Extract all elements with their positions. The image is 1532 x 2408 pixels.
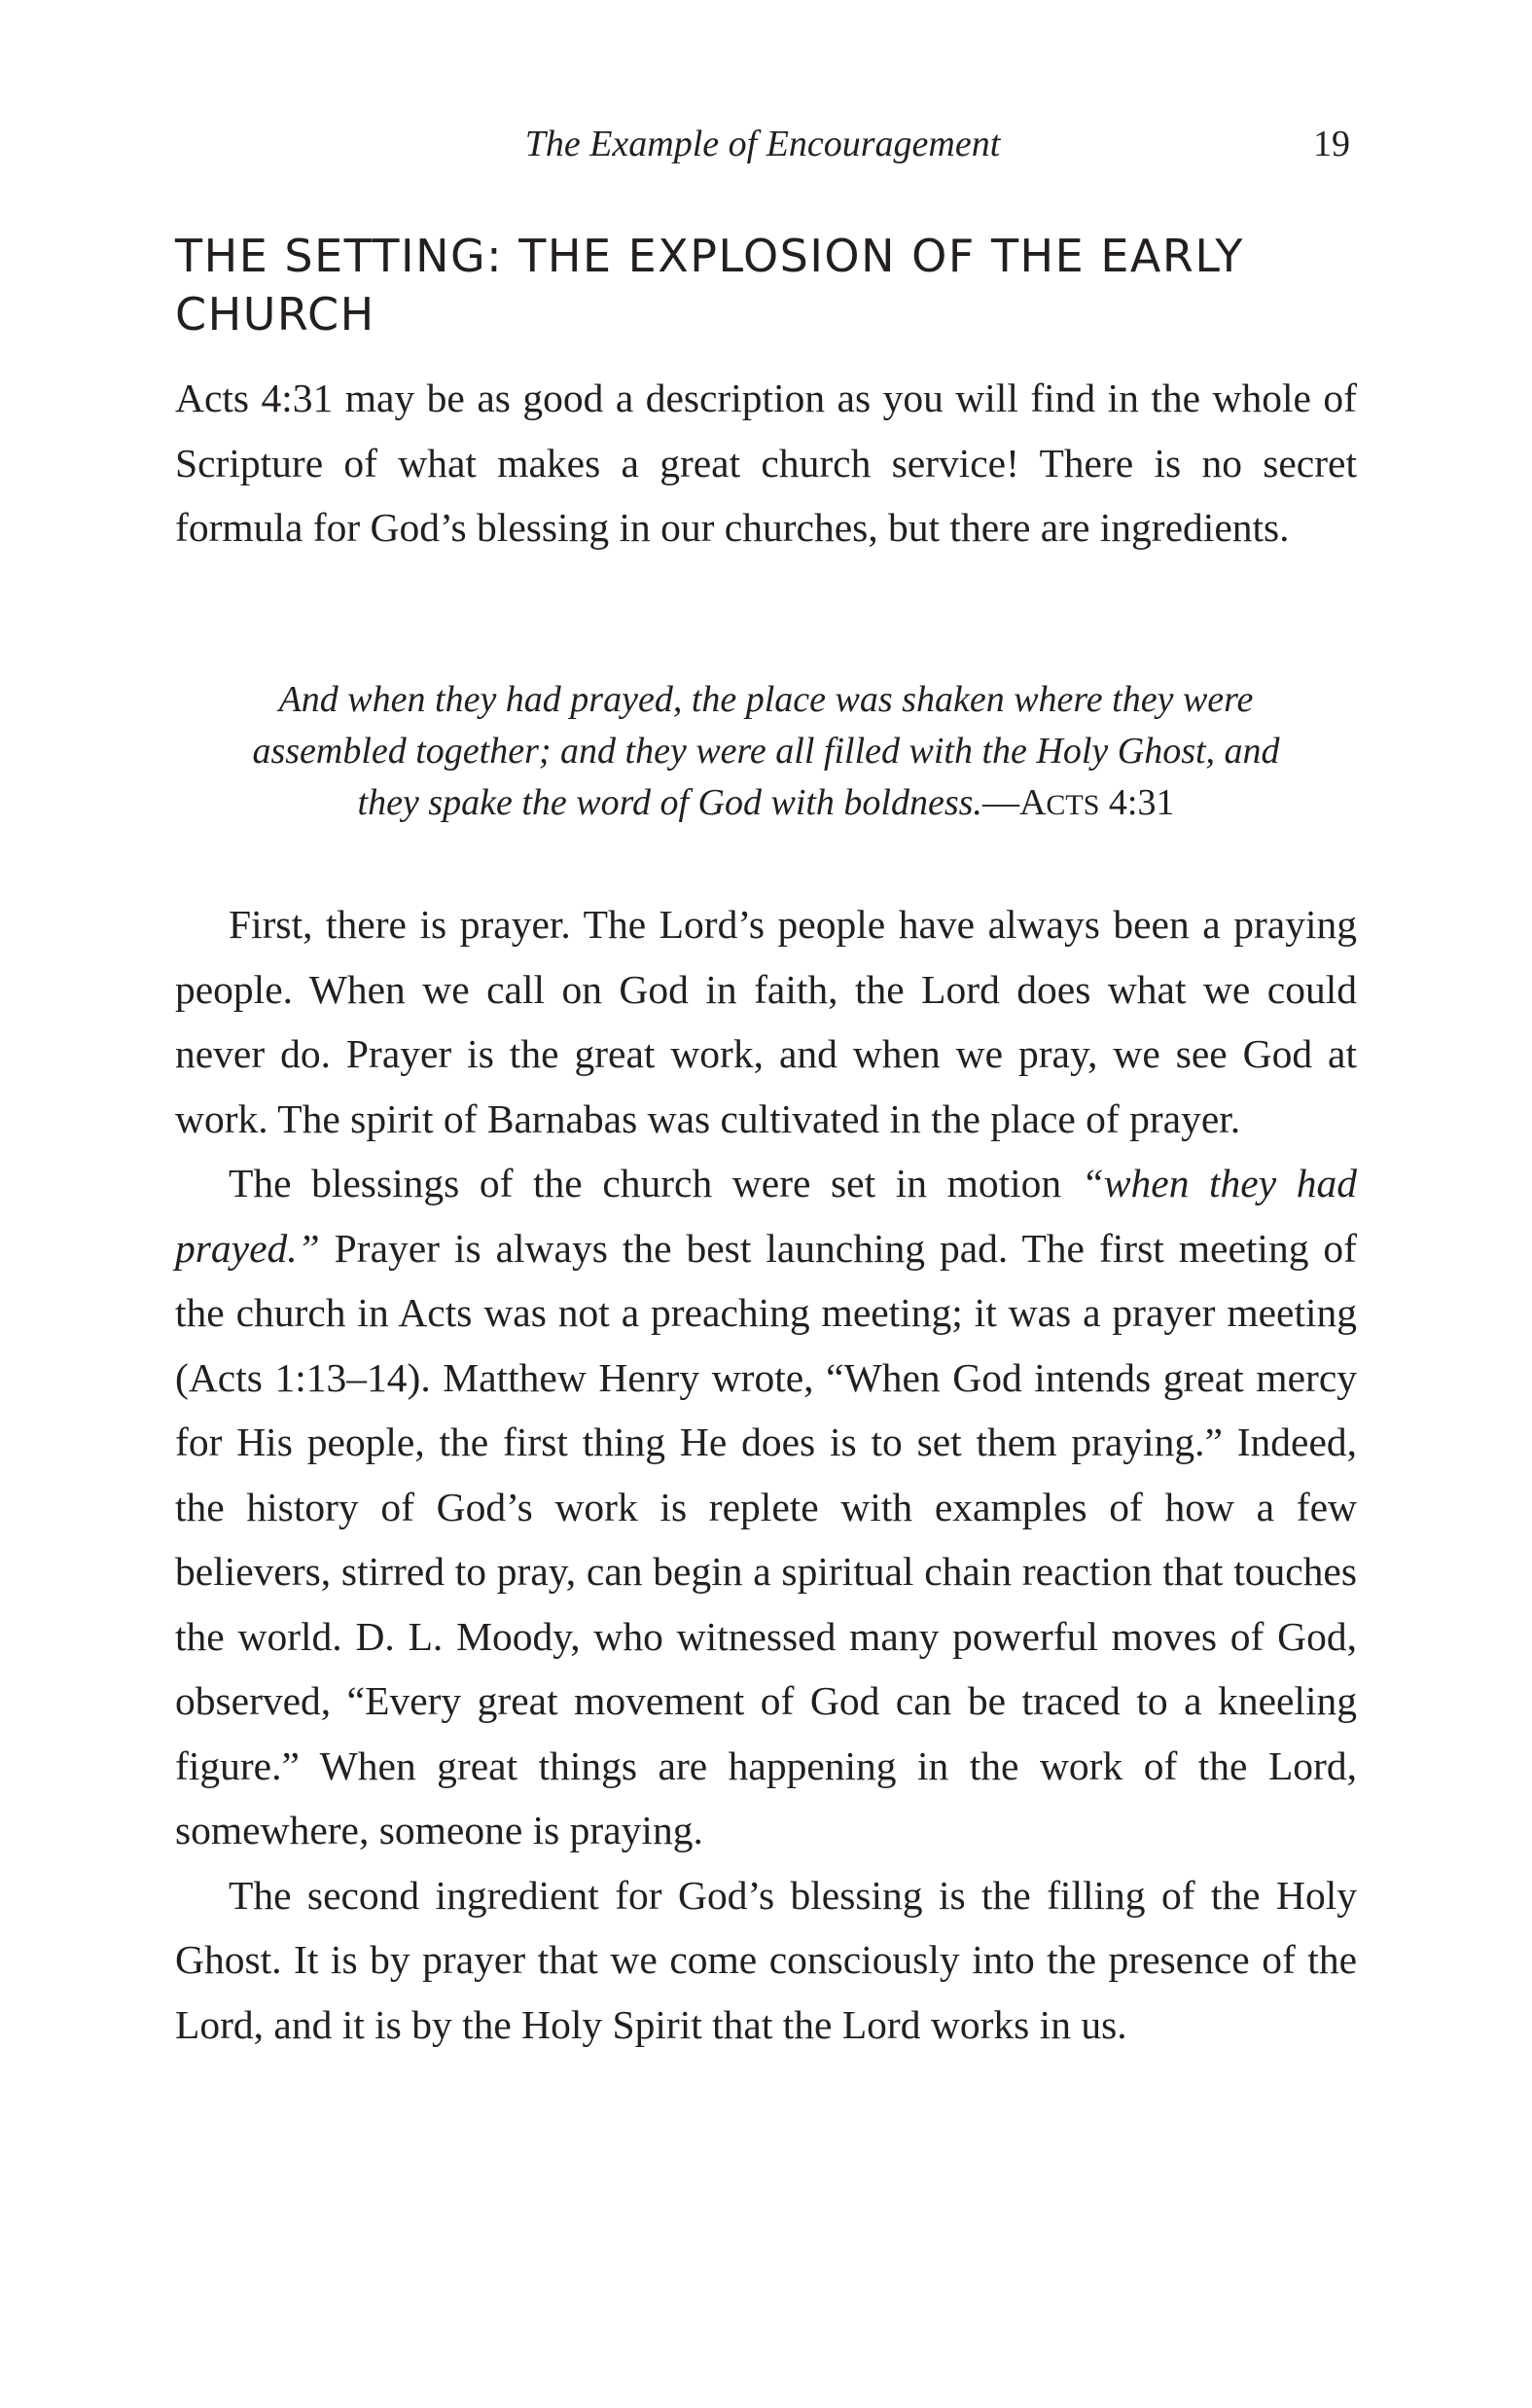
citation-reference: 4:31 <box>1099 782 1175 823</box>
citation-book-initial: A <box>1018 782 1047 823</box>
main-body <box>175 892 1357 2057</box>
paragraph-blessings-quote: “when they had prayed.” <box>175 1161 1357 1271</box>
quote-text: And when they had prayed, the place was shaken where they were assembled together; and they were all filled with the Holy Ghost, and they spake the word of God with boldness. <box>252 679 1280 823</box>
paragraph-blessings <box>175 1151 1357 1863</box>
running-title: The Example of Encouragement <box>524 124 1001 164</box>
citation-dash: — <box>981 782 1019 823</box>
citation-book-rest: CTS <box>1046 789 1100 821</box>
page-number: 19 <box>1313 124 1350 164</box>
paragraph-prayer: First, there is prayer. The Lord’s people have always been a praying people. When we call on God in faith, the Lord does what we could never do. Prayer is the great work, and when we pray, we see God at work. The spirit of Barnabas was cultivated in the place of prayer. <box>175 902 1357 1141</box>
paragraph-blessings-rest: Prayer is always the best launching pad. The first meeting of the church in Acts was not a preaching meeting; it was a prayer meeting (Acts 1:13–14). Matthew Henry wrote, “When God intends great mercy for His people, the first thing He does is to set them praying.” Indeed, the history of God’s work is replete with examples of how a few believers, stirred to pray, can begin a spiritual chain reaction that touches the world. D. L. Moody, who witnessed many powerful moves of God, observed, “Every great movement of God can be traced to a kneeling figure.” When great things are happening in the work of the Lord, somewhere, someone is praying. <box>175 1225 1357 1852</box>
section-heading: THE SETTING: THE EXPLOSION OF THE EARLY CHURCH <box>175 230 1244 341</box>
quote-citation <box>982 782 1175 823</box>
scripture-quote <box>219 674 1313 831</box>
intro-paragraph: Acts 4:31 may be as good a description as you will find in the whole of Scripture of what makes a great church service! There is no secret formula for God’s blessing in our churches, but there are ingredients. <box>175 376 1357 550</box>
paragraph-blessings-start: The blessings of the church were set in motion <box>229 1161 1082 1205</box>
paragraph-holy-ghost: The second ingredient for God’s blessing is the filling of the Holy Ghost. It is by prayer that we come consciously into the presence of the Lord, and it is by the Holy Spirit that the Lord works in us. <box>175 1872 1357 2047</box>
running-header <box>175 115 1350 173</box>
